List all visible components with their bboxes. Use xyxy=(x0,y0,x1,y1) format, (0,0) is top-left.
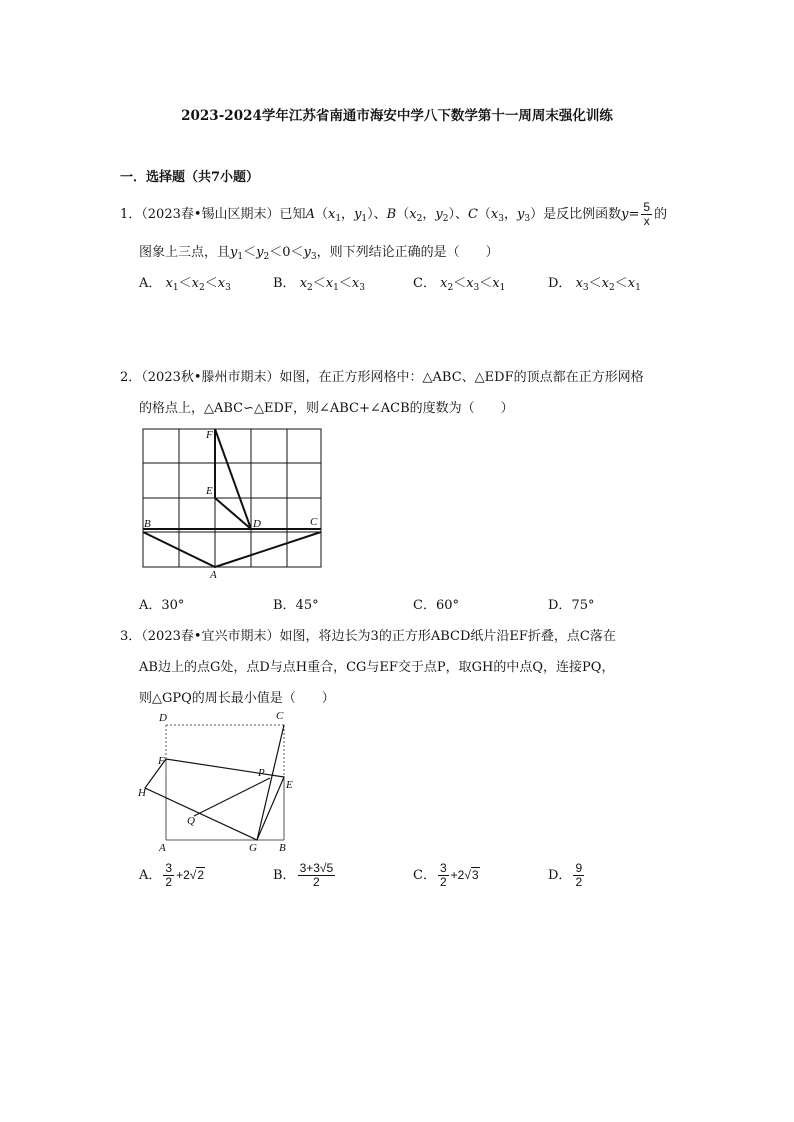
q1-line2-end: ，则下列结论正确的是（ ） xyxy=(316,245,499,260)
radicand: 3 xyxy=(471,868,479,883)
q1-option-c[interactable]: C． $x_2<x_3<x_1$ xyxy=(413,276,506,293)
option-label: A． xyxy=(139,598,162,613)
option-label: C． xyxy=(413,598,436,613)
q1-source: （2023春•锡山区期末） xyxy=(141,207,280,223)
q1-text-func: 是反比例函数 xyxy=(543,207,622,223)
q2-source: （2023秋•滕州市期末） xyxy=(141,370,280,385)
q3-line1 xyxy=(120,625,616,644)
frac-num: 9 xyxy=(575,861,583,875)
option-text: 75° xyxy=(571,598,595,613)
label-e: E xyxy=(206,485,213,497)
q2-text2: 的格点上，△ABC∽△EDF，则∠ABC+∠ACB的度数为（ ） xyxy=(139,401,514,416)
option-fraction xyxy=(163,862,174,889)
q3-option-b[interactable] xyxy=(273,862,337,889)
q1-fraction xyxy=(641,201,652,228)
q3-text3: 则△GPQ的周长最小值是（ ） xyxy=(139,691,335,706)
option-text: 45° xyxy=(295,598,319,613)
label-c: C xyxy=(310,516,318,528)
q3-text1: 如图，将边长为3的正方形ABCD纸片沿EF折叠，点C落在 xyxy=(279,629,616,644)
label-f: F xyxy=(206,429,213,441)
option-label: B． xyxy=(273,276,296,291)
q3-option-a[interactable] xyxy=(139,862,205,889)
q1-line1: 1．（2023春•锡山区期末）已知$A(x_1$，$y_1$）、$B(x_2$，$y_2$）、$C(x_3$，$y_3$）是反比例函数y= $\frac{5}{x}$ 的 xyxy=(120,200,668,229)
option-radical: +2√2 xyxy=(176,868,205,883)
label-d: D xyxy=(159,712,167,724)
option-label: D． xyxy=(548,868,572,884)
q2-option-c[interactable] xyxy=(413,594,459,613)
label-h: H xyxy=(138,787,146,799)
q2-option-a[interactable] xyxy=(139,594,184,613)
q3-dashed xyxy=(166,725,284,777)
frac-num: 3 xyxy=(439,861,447,875)
q1-func-var: y xyxy=(621,207,629,223)
label-p: P xyxy=(258,767,265,779)
q2-grid xyxy=(143,429,321,567)
label-g: G xyxy=(249,842,257,854)
q2-option-b[interactable] xyxy=(273,594,319,613)
q1-line2-text: 图象上三点，且 xyxy=(139,245,231,260)
document-title: 2023-2024学年江苏省南通市海安中学八下数学第十一周周末强化训练 xyxy=(181,108,613,124)
q1-number: 1． xyxy=(120,207,142,223)
q2-line1 xyxy=(120,366,644,385)
option-label: C． xyxy=(413,276,436,291)
label-b: B xyxy=(144,518,151,530)
section-heading: 一．选择题（共7小题） xyxy=(120,170,260,185)
q2-text1: 如图，在正方形网格中：△ABC、△EDF的顶点都在正方形网格 xyxy=(279,370,644,385)
option-label: B． xyxy=(273,598,296,613)
option-fraction xyxy=(438,862,449,889)
option-label: B． xyxy=(273,868,296,884)
option-tail: +2 xyxy=(176,868,190,883)
q1-text: 已知 xyxy=(279,207,306,223)
option-label: A． xyxy=(139,276,162,291)
q1-point-c: C xyxy=(467,207,478,223)
option-label: D． xyxy=(548,598,572,613)
q3-option-c[interactable] xyxy=(413,862,480,889)
frac-num: 3+3√5 xyxy=(299,861,334,875)
q1-line2: 图象上三点，且$y_1<y_2<0<y_3$，则下列结论正确的是（ ） xyxy=(139,245,499,262)
q2-grid-figure xyxy=(138,425,328,580)
option-text: 30° xyxy=(161,598,185,613)
q1-option-a[interactable]: A． $x_1<x_2<x_3$ xyxy=(139,276,231,293)
frac-den: 2 xyxy=(439,875,447,890)
q2-line2 xyxy=(139,397,514,416)
q3-line2 xyxy=(139,656,614,675)
frac-den: 2 xyxy=(575,875,583,890)
q3-line3 xyxy=(139,687,335,706)
option-fraction xyxy=(298,862,336,889)
option-radical: +2√3 xyxy=(450,868,479,883)
q2-option-d[interactable] xyxy=(548,594,594,613)
q1-text-of: 的 xyxy=(654,207,668,223)
q3-text2: AB边上的点G处，点D与点H重合，CG与EF交于点P，取GH的中点Q，连接PQ， xyxy=(139,660,615,675)
q3-number: 3． xyxy=(120,629,142,644)
option-tail: +2 xyxy=(450,868,465,883)
option-text: 60° xyxy=(435,598,459,613)
q3-option-d[interactable] xyxy=(548,862,586,889)
option-label: C． xyxy=(413,868,436,884)
q1-point-a: A xyxy=(305,207,315,223)
q2-number: 2． xyxy=(120,370,142,385)
option-fraction xyxy=(573,862,584,889)
q3-source: （2023春•宜兴市期末） xyxy=(141,629,280,644)
q3-fold-figure xyxy=(133,706,303,856)
q1-point-b: B xyxy=(386,207,397,223)
option-label: D． xyxy=(548,276,572,291)
q1-option-d[interactable]: D． $x_3<x_2<x_1$ xyxy=(548,276,641,293)
label-d: D xyxy=(253,518,261,530)
label-e: E xyxy=(286,779,293,791)
q1-option-b[interactable]: B． $x_2<x_1<x_3$ xyxy=(273,276,365,293)
label-q: Q xyxy=(187,815,195,827)
label-c: C xyxy=(276,710,284,722)
frac-den: 2 xyxy=(313,875,320,890)
label-a: A xyxy=(159,842,166,854)
label-b: B xyxy=(279,842,286,854)
radicand: 2 xyxy=(197,868,205,883)
option-label: A． xyxy=(139,868,162,884)
q1-frac-num: 5 xyxy=(643,200,651,214)
frac-den: 2 xyxy=(165,875,173,890)
label-f: F xyxy=(158,755,165,767)
q1-frac-den: x xyxy=(643,214,650,229)
label-a: A xyxy=(210,569,217,580)
frac-num: 3 xyxy=(165,861,173,875)
